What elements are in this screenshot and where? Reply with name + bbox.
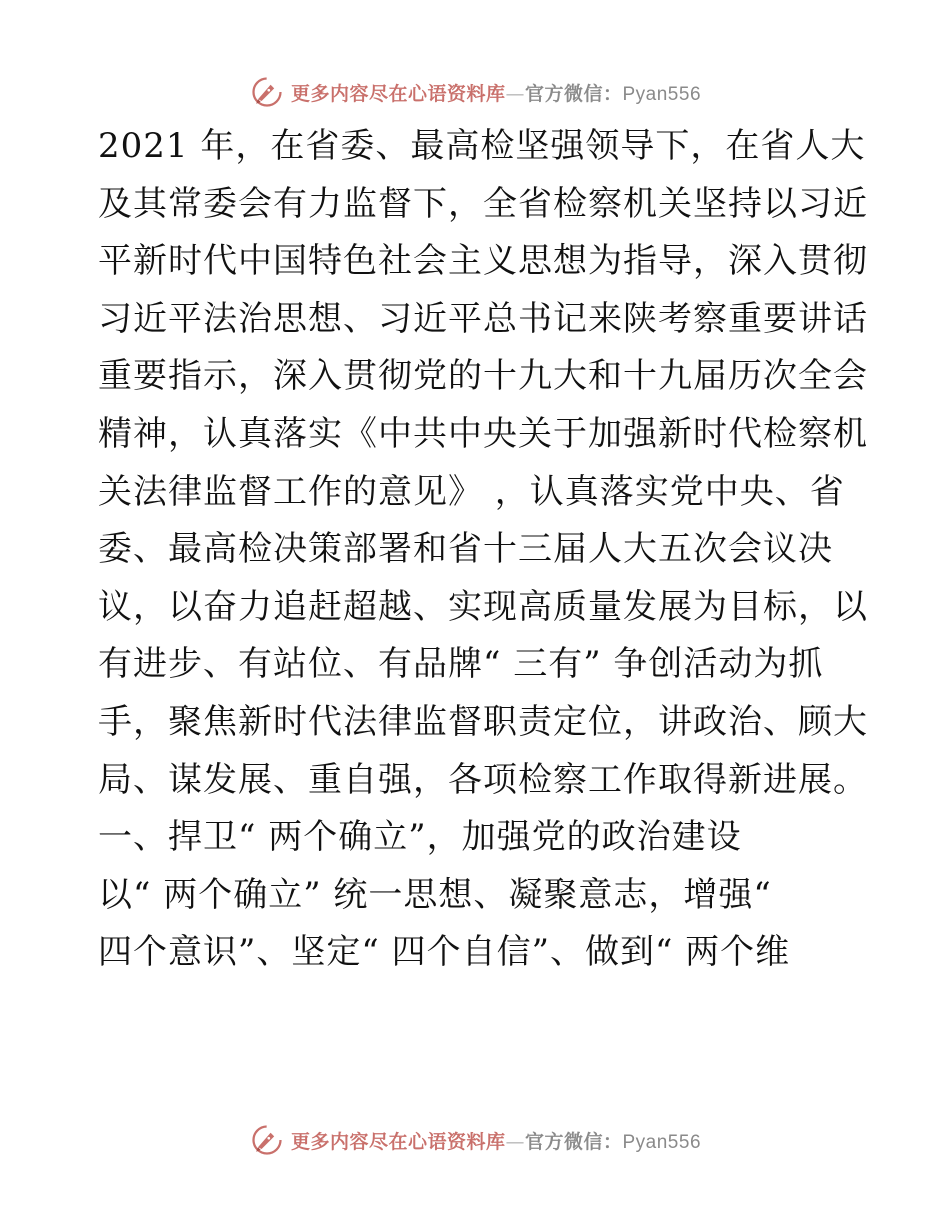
text-line: 重要指示，深入贯彻党的十九大和十九届历次全会 xyxy=(98,356,868,397)
text-line: 关法律监督工作的意见》 ，认真落实党中央、省 xyxy=(98,471,845,512)
watermark-footer xyxy=(0,1120,950,1160)
watermark-text: 更多内容尽在心语资料库—官方微信：Pyan556 xyxy=(290,82,702,105)
text-line: 以“ 两个确立” 统一思想、凝聚意志，增强“ xyxy=(98,874,772,915)
text-line: 委、最高检决策部署和省十三届人大五次会议决 xyxy=(98,529,833,570)
text-line: 平新时代中国特色社会主义思想为指导，深入贯彻 xyxy=(98,241,868,282)
text-line: 议，以奋力追赶超越、实现高质量发展为目标，以 xyxy=(98,586,868,627)
document-body xyxy=(98,118,868,982)
text-line: 局、谋发展、重自强，各项检察工作取得新进展。 xyxy=(98,759,868,800)
paragraph-intro xyxy=(98,118,868,809)
text-line: 有进步、有站位、有品牌“ 三有” 争创活动为抓 xyxy=(98,644,824,685)
text-line: 精神，认真落实《中共中央关于加强新时代检察机 xyxy=(98,413,868,454)
text-line: 及其常委会有力监督下，全省检察机关坚持以习近 xyxy=(98,183,868,224)
text-line: 2021 年，在省委、最高检坚强领导下，在省人大 xyxy=(98,126,866,166)
heading-line: 一、捍卫“ 两个确立”，加强党的政治建设 xyxy=(98,817,742,858)
pen-nib-icon xyxy=(249,1122,285,1158)
section-heading xyxy=(98,809,850,867)
pen-nib-icon xyxy=(249,74,285,110)
watermark-text: 更多内容尽在心语资料库—官方微信：Pyan556 xyxy=(290,1130,702,1153)
text-line: 习近平法治思想、习近平总书记来陕考察重要讲话 xyxy=(98,298,868,339)
text-line: 手，聚焦新时代法律监督职责定位，讲政治、顾大 xyxy=(98,701,868,742)
paragraph-section-1 xyxy=(98,867,850,982)
text-line: 四个意识”、坚定“ 四个自信”、做到“ 两个维 xyxy=(98,932,791,973)
watermark-header xyxy=(0,72,950,112)
